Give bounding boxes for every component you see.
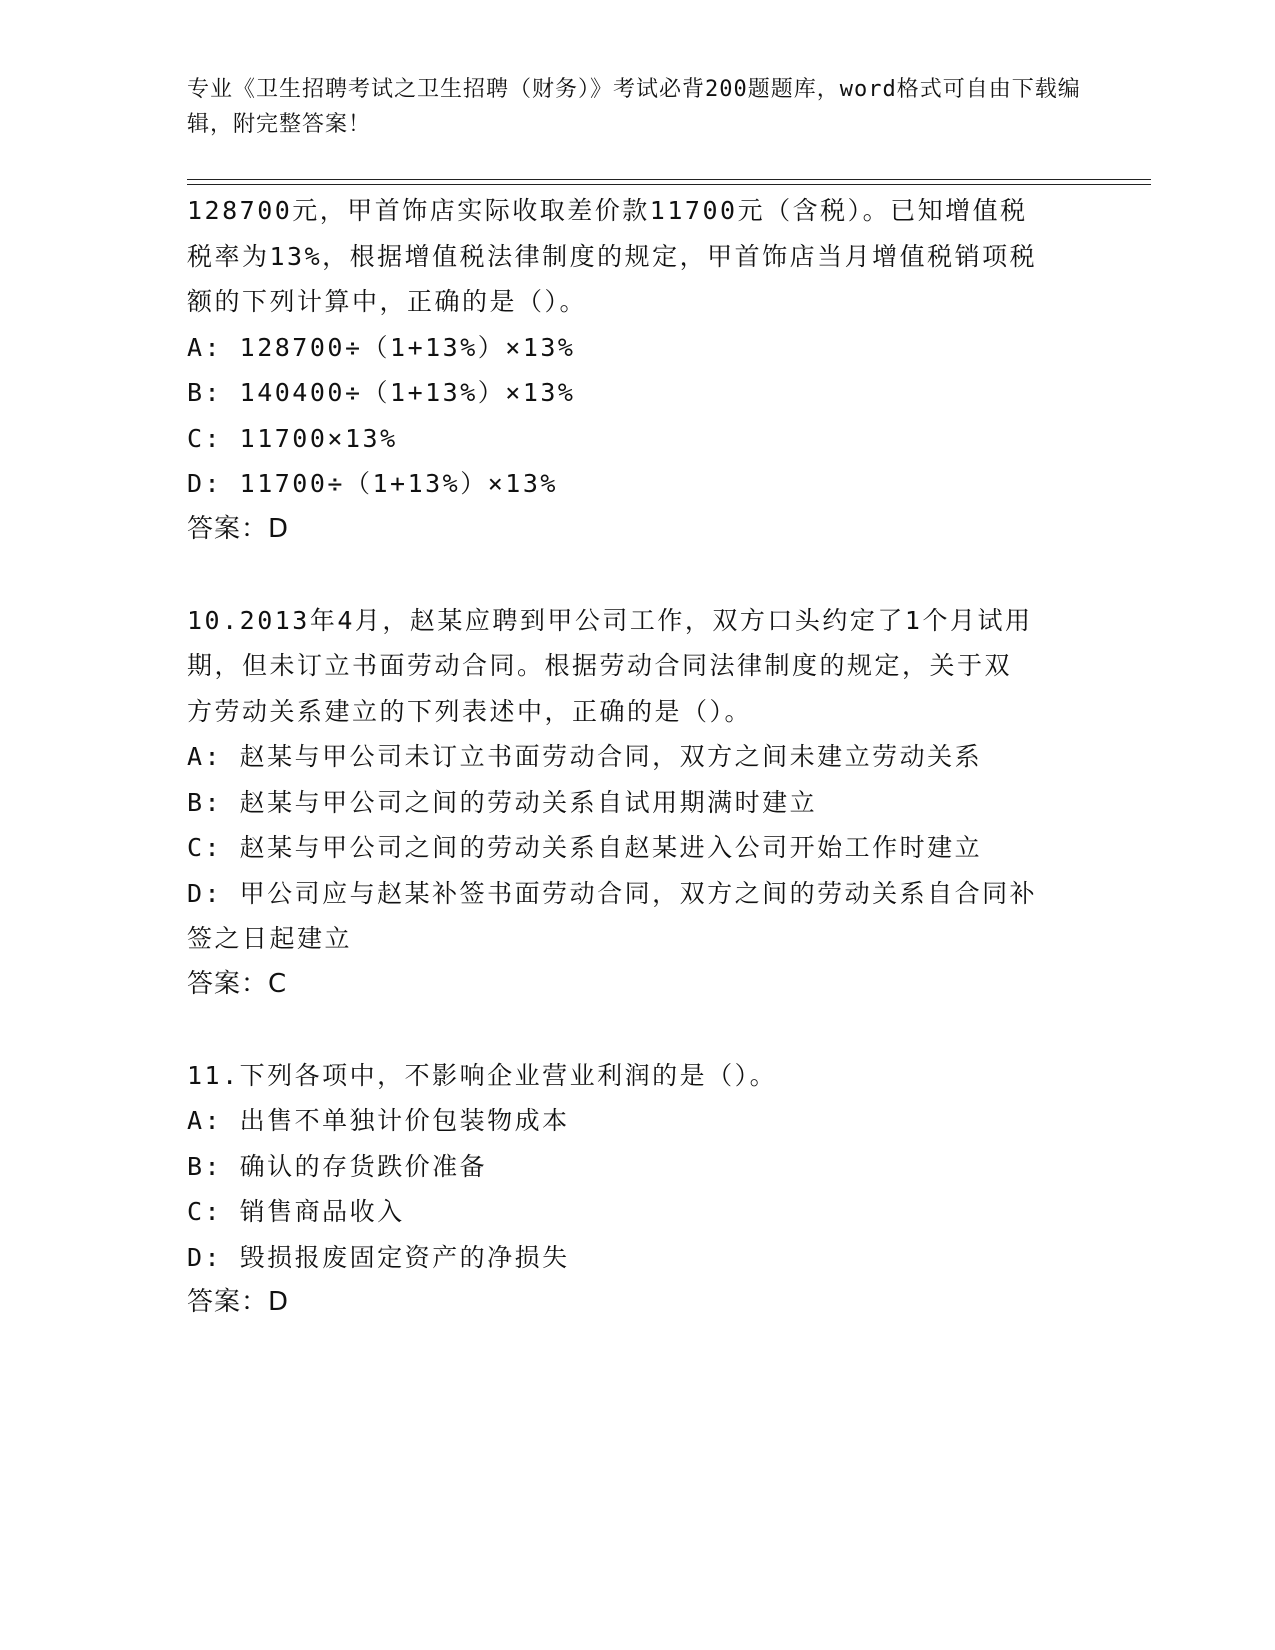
question-stem-line: 10.2013年4月，赵某应聘到甲公司工作，双方口头约定了1个月试用 (187, 605, 1033, 635)
header-divider-bottom (187, 184, 1151, 185)
option-d: D: 11700÷（1+13%）×13% (187, 469, 558, 498)
question-stem-line: 期，但未订立书面劳动合同。根据劳动合同法律制度的规定，关于双 (187, 651, 1013, 680)
question-9 (187, 188, 1087, 552)
option-a: A: 出售不单独计价包装物成本 (187, 1106, 570, 1135)
question-stem-line: 税率为13%，根据增值税法律制度的规定，甲首饰店当月增值税销项税 (187, 241, 1038, 271)
question-10 (187, 598, 1087, 1008)
question-stem-line: 128700元，甲首饰店实际收取差价款11700元（含税）。已知增值税 (187, 196, 1028, 225)
question-stem-line: 额的下列计算中，正确的是（）。 (187, 287, 588, 316)
option-d: D: 甲公司应与赵某补签书面劳动合同，双方之间的劳动关系自合同补 (187, 878, 1038, 908)
document-header: 专业《卫生招聘考试之卫生招聘（财务）》考试必背200题题库，word格式可自由下载编辑，附完整答案！ (187, 77, 1081, 137)
option-d: D: 毁损报废固定资产的净损失 (187, 1242, 570, 1272)
question-11 (187, 1053, 1087, 1326)
option-a: A: 赵某与甲公司未订立书面劳动合同，双方之间未建立劳动关系 (187, 742, 983, 771)
question-content (187, 188, 1087, 1326)
option-b: B: 赵某与甲公司之间的劳动关系自试用期满时建立 (187, 787, 818, 817)
option-c: C: 销售商品收入 (187, 1197, 405, 1226)
answer-label: 答案：C (187, 968, 288, 999)
spacer (187, 552, 1087, 598)
question-stem-line: 11.下列各项中，不影响企业营业利润的是（）。 (187, 1060, 778, 1090)
answer-label: 答案：D (187, 1287, 290, 1317)
option-d-continued: 签之日起建立 (187, 924, 353, 953)
question-stem-line: 方劳动关系建立的下列表述中，正确的是（）。 (187, 696, 753, 726)
option-a: A: 128700÷（1+13%）×13% (187, 332, 576, 362)
option-b: B: 140400÷（1+13%）×13% (187, 378, 576, 407)
spacer (187, 1007, 1087, 1053)
answer-label: 答案：D (187, 513, 290, 544)
header-divider-top (187, 179, 1151, 180)
option-b: B: 确认的存货跌价准备 (187, 1151, 488, 1181)
option-c: C: 11700×13% (187, 423, 398, 453)
option-c: C: 赵某与甲公司之间的劳动关系自赵某进入公司开始工作时建立 (187, 833, 983, 862)
